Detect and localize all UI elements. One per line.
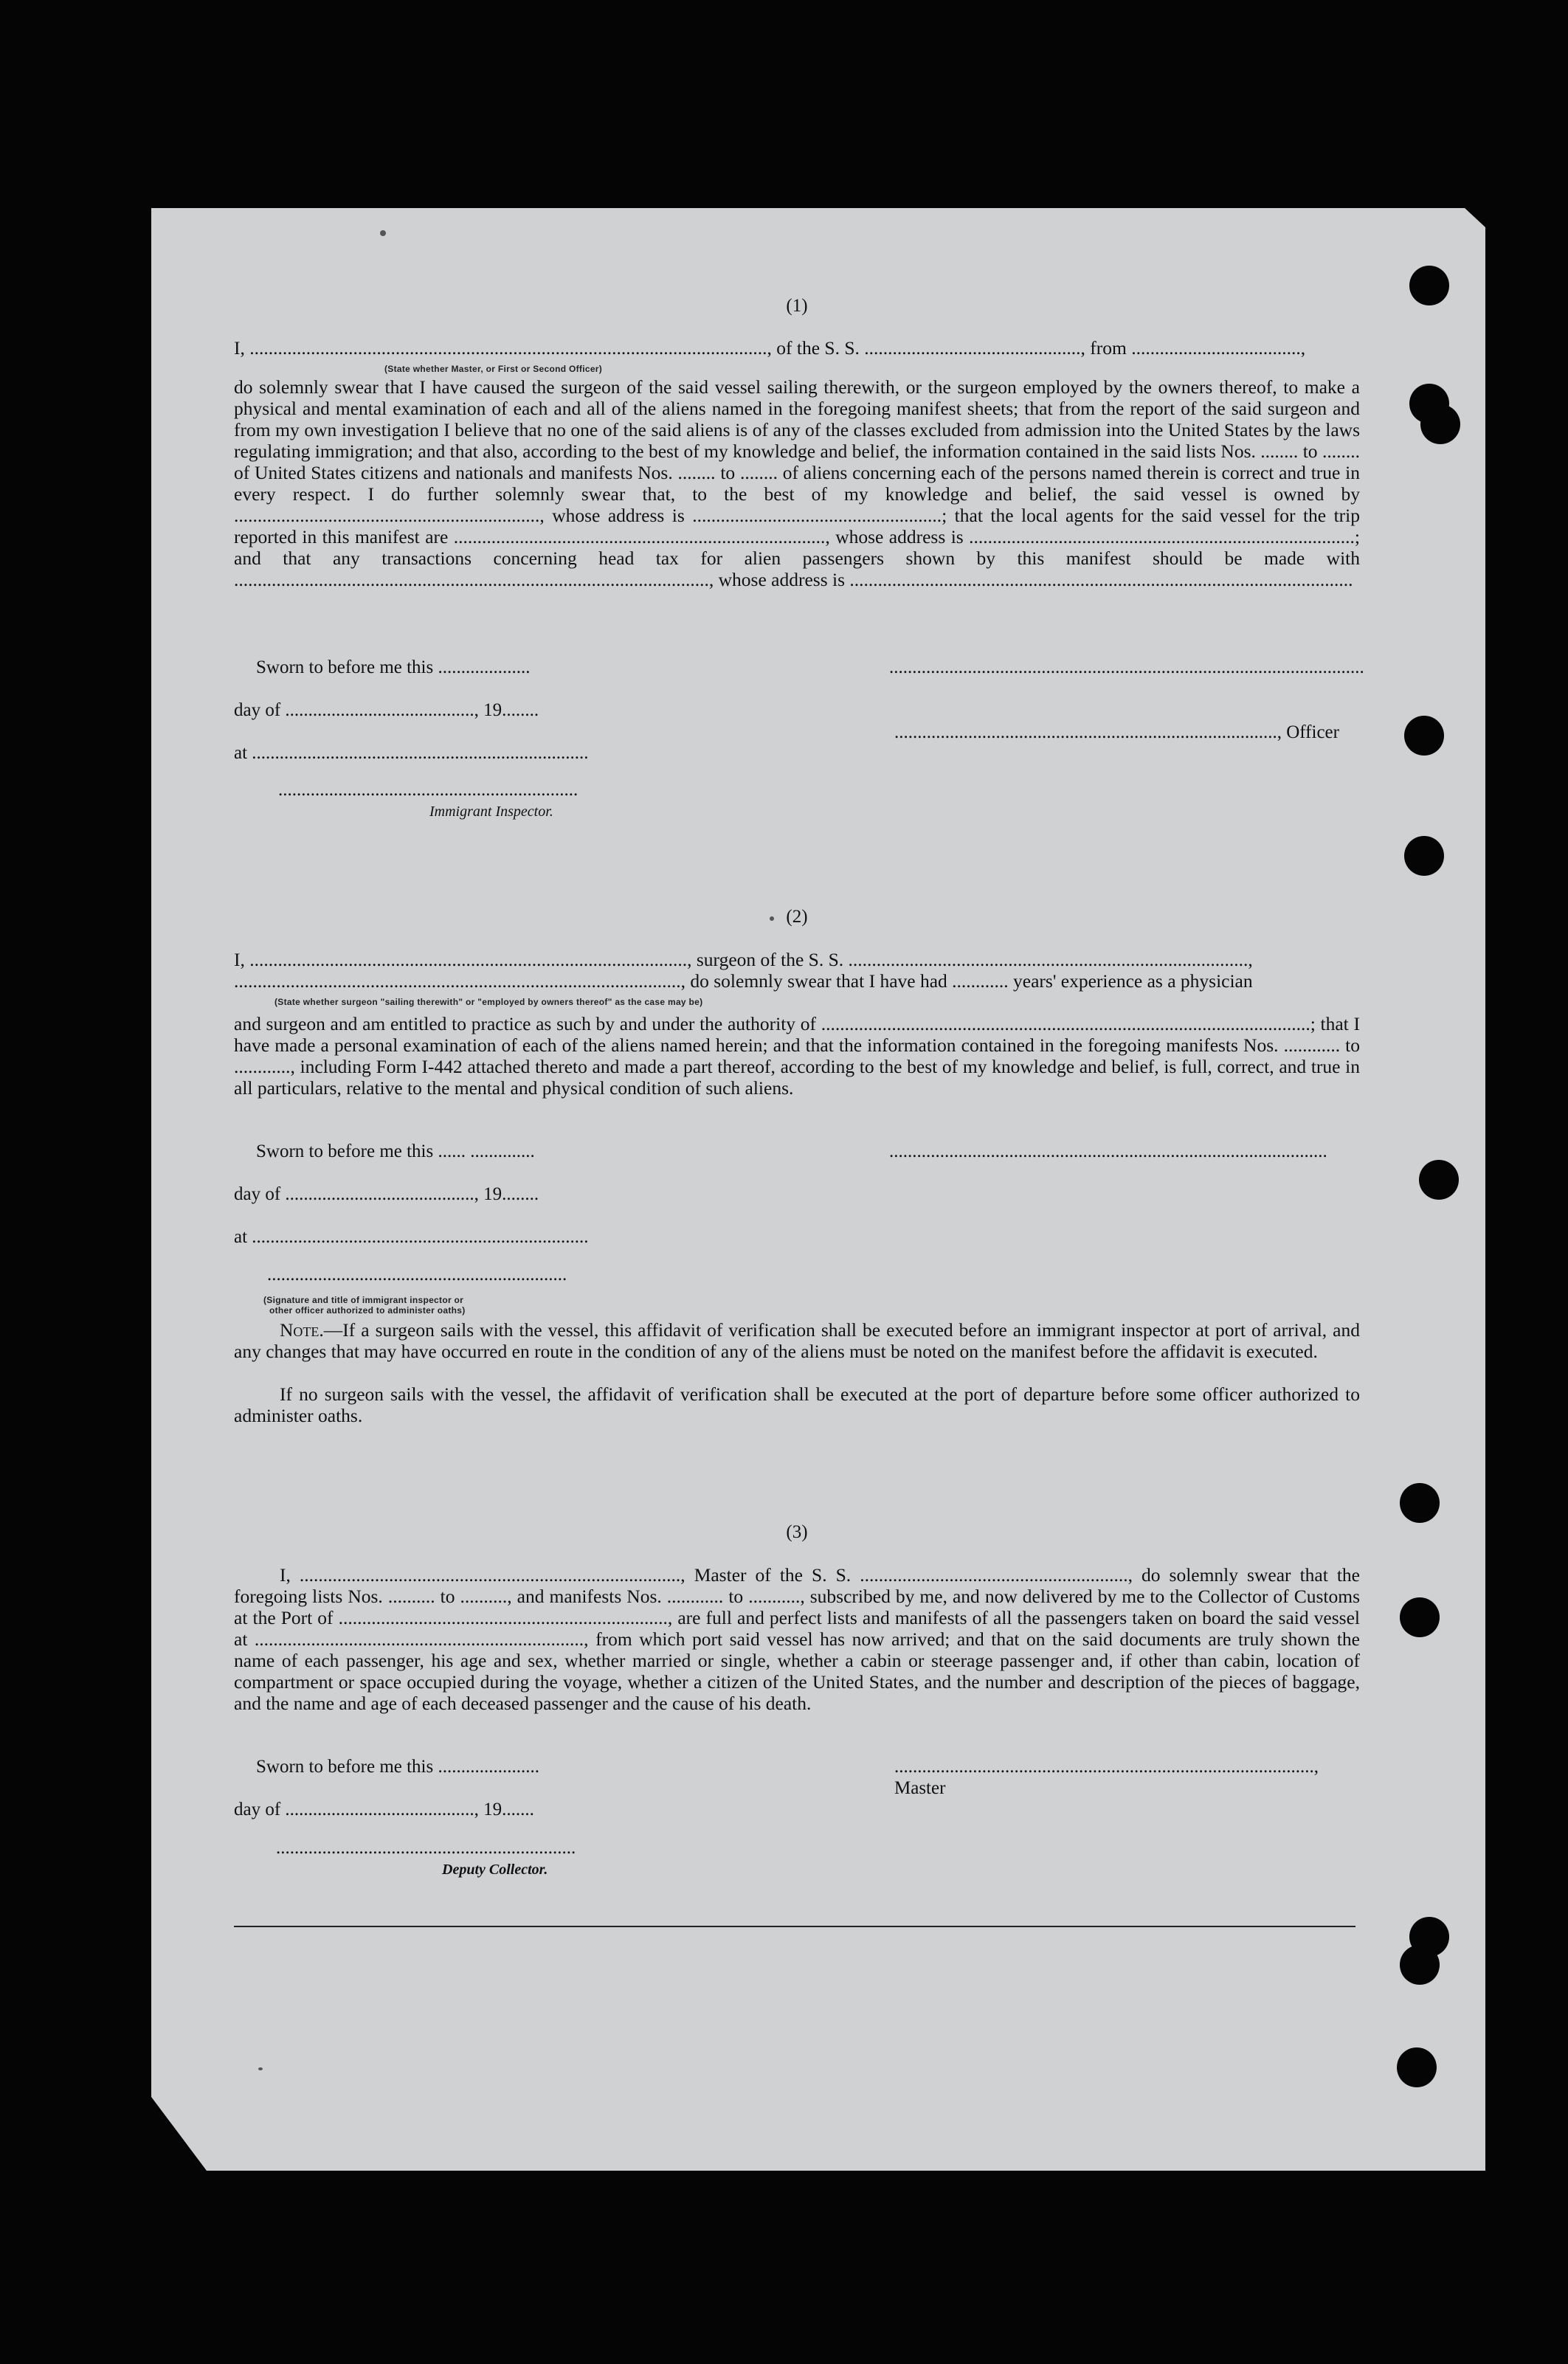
officer-line: ..................................................................................., Officer (894, 722, 1339, 742)
collector-caption: Deputy Collector. (442, 1862, 548, 1878)
at-line: at ......................................................................... (234, 743, 589, 763)
day-line: day of ........................................., 19....... (234, 1800, 534, 1819)
punch-hole (1397, 2047, 1437, 2087)
punch-hole (1420, 404, 1460, 444)
inspector-signature-line: ................................................................. (278, 780, 578, 800)
collector-signature-line: ................................................................. (276, 1838, 576, 1858)
signature-hint: (Signature and title of immigrant inspector or (263, 1295, 464, 1305)
oath-intro-line: I, ............................................................................................., surgeon of the S. S. ....................................................................................., (234, 949, 1253, 970)
punch-hole (1400, 1483, 1440, 1523)
bottom-rule (234, 1926, 1355, 1927)
sworn-line: Sworn to before me this ...................... (256, 1757, 539, 1777)
oath-body: I, ................................................................................., Master of the S. S. ........................................................., do solemnly swear that the foregoing lists Nos. .......... to .........., and manifests Nos. ............ to ..........., subscribed by me, and now delivered by me to the Collector of Customs at the Port of ......................................................................, are full and perfect lists and manifests of all the passengers taken on board the said vessel at ......................................................................, from which port said vessel has now arrived; and that on the said documents are truly shown the name of each passenger, his age and sex, whether married or single, whether a cabin or steerage passenger and, if other than cabin, location of compartment or space occupied during the voyage, whether a citizen of the United States, and the number and description of the pieces of baggage, and the name and age of each deceased passenger and the cause of his death. (234, 1564, 1360, 1714)
punch-hole (1400, 1945, 1440, 1985)
punch-hole (1404, 836, 1444, 876)
sworn-line: Sworn to before me this ...... .............. (256, 1141, 535, 1161)
day-line: day of ........................................., 19........ (234, 700, 539, 720)
sworn-line: Sworn to before me this .................... (256, 657, 531, 677)
oath-body: do solemnly swear that I have caused the surgeon of the said vessel sailing therewith, or the surgeon employed by the owners thereof, to make a physical and mental examination of each and all of the aliens named in the foregoing manifest sheets; that from the report of the said surgeon and from my own investigation I believe that no one of the said aliens is of any of the classes excluded from admission into the United States by the laws regulating immigration; and that also, according to the best of my knowledge and belief, the information contained in the said lists Nos. ........ to ........ of United States citizens and nationals and manifests Nos. ........ to ........ of aliens concerning each of the persons named therein is correct and true in every respect. I do further solemnly swear that, to the best of my knowledge and belief, the said vessel is owned by ................................................................., whose address is .....................................................; that the local agents for the said vessel for the trip reported in this manifest are ..............................................................................., whose address is ..................................................................................; and that any transactions concerning head tax for alien passengers shown by this manifest should be made with ....................................................................................................., whose address is ........................................................................................................... (234, 376, 1360, 590)
note-text: —If a surgeon sails with the vessel, this affidavit of verification shall be executed before an immigrant inspector at port of arrival, and any changes that may have occurred en route in the condition of any of the aliens must be noted on the manifest before the affidavit is executed. (234, 1319, 1360, 1362)
punch-hole (1409, 266, 1449, 305)
note-paragraph (234, 1319, 1360, 1362)
oath-second-line: ..............................................................................................., do solemnly swear that I have had ............ years' experience as a physician (234, 970, 1253, 992)
scan-speck (258, 2067, 263, 2070)
section-number: (3) (786, 1522, 808, 1542)
punch-hole (1400, 1597, 1440, 1637)
punch-hole (1419, 1160, 1459, 1200)
inspector-caption: Immigrant Inspector. (429, 803, 553, 820)
note-paragraph-2: If no surgeon sails with the vessel, the affidavit of verification shall be executed at the port of departure before some officer authorized to administer oaths. (234, 1383, 1360, 1426)
section-number: (1) (786, 296, 808, 316)
field-hint: (State whether surgeon "sailing therewith" or "employed by owners thereof" as the case may be) (274, 997, 703, 1007)
signature-line: ............................................................................................... (889, 1141, 1327, 1161)
signature-line: ....................................................................................................... (889, 657, 1364, 677)
field-hint: (State whether Master, or First or Second Officer) (384, 364, 603, 374)
oath-intro-line: I, .............................................................................................................., of the S. S. .............................................., from ...................................., (234, 337, 1306, 359)
oath-body: and surgeon and am entitled to practice as such by and under the authority of ........................................................................................................; that I have made a personal examination of each of the aliens named herein; and that the information contained in the foregoing manifests Nos. ............ to ............, including Form I-442 attached thereto and made a part thereof, according to the best of my knowledge and belief, is full, correct, and true in all particulars, relative to the mental and physical condition of such aliens. (234, 1013, 1360, 1099)
master-line: ..........................................................................................., Master (894, 1757, 1319, 1798)
signature-hint: other officer authorized to administer oaths) (269, 1305, 466, 1316)
note-heading: Note. (280, 1319, 324, 1341)
inspector-signature-line: ................................................................. (267, 1265, 567, 1285)
section-number: (2) (786, 907, 808, 927)
scan-speck (380, 230, 386, 236)
at-line: at ......................................................................... (234, 1227, 589, 1247)
day-line: day of ........................................., 19........ (234, 1184, 539, 1204)
punch-hole (1404, 716, 1444, 756)
